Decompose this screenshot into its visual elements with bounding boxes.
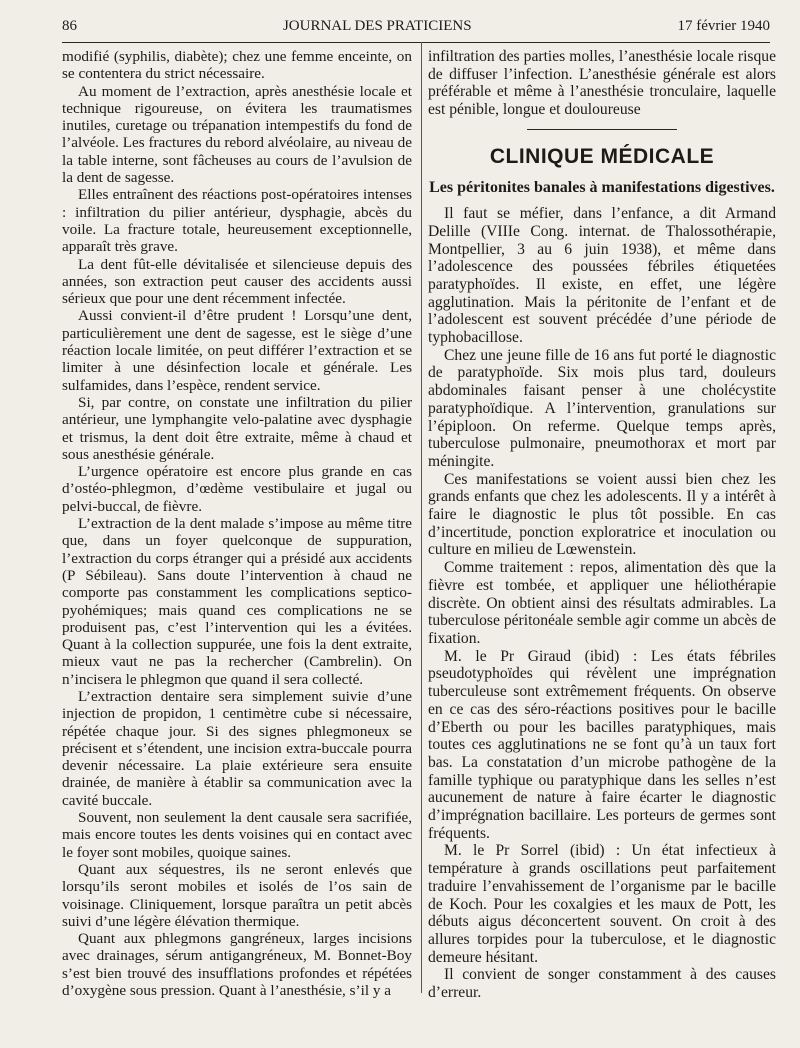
paragraph: L’extraction de la dent malade s’impose au même titre que, dans un foyer quelconque de suppuration, l’extraction du corps étranger qui a présidé aux accidents (P Sébileau). Sans doute l’intervention à chaud ne comporte pas constamment les complications septico-pyohémiques; mais quand ces complications ne se produisent pas, c’est l’intervention qui les a évitées. Quant à la collection suppurée, une fois la dent extraite, mieux vaut ne pas la rechercher (Cambrelin). On n’incisera le phlegmon que quand il sera collecté.	[62, 515, 412, 688]
paragraph: Quant aux phlegmons gangréneux, larges incisions avec drainages, sérum antigangréneux, M. Bonnet-Boy s’est bien trouvé des insufflations profondes et répétées d’oxygène sous pression. Quant à l’anesthésie, s’il y a	[62, 930, 412, 1000]
paragraph: Au moment de l’extraction, après anesthésie locale et technique rigoureuse, on évitera les traumatismes inutiles, curetage ou trépanation intempestifs du fond de l’alvéole. Les fractures du rebord alvéolaire, au niveau de la table interne, sont fâcheuses au cours de l’avulsion de la dent de sagesse.	[62, 82, 412, 187]
paragraph: Si, par contre, on constate une infiltration du pilier antérieur, une lymphangite velo-palatine avec dysphagie et trismus, la dent doit être extraite, même à chaud et sous anesthésie générale.	[62, 393, 412, 463]
paragraph: M. le Pr Sorrel (ibid) : Un état infectieux à température à grands oscillations peut parfaitement traduire l’envahissement de l’organisme par le bacille de Koch. Pour les coxalgies et les maux de Pott, les débuts aigus déconcertent souvent. On croit à des allures torpides pour la tuberculose, et le diagnostic demeure hésitant.	[428, 842, 776, 966]
right-column	[428, 48, 776, 1002]
section-title: CLINIQUE MÉDICALE	[489, 144, 715, 168]
paragraph: modifié (syphilis, diabète); chez une femme enceinte, on se contentera du strict nécessaire.	[62, 48, 412, 83]
paragraph: Quant aux séquestres, ils ne seront enlevés que lorsqu’ils seront mobiles et isolés de l’os sain de voisinage. Cliniquement, lorsque paraîtra un petit abcès suivi d’une légère élévation thermique.	[62, 860, 412, 930]
paragraph: La dent fût-elle dévitalisée et silencieuse depuis des années, son extraction peut causer des accidents aussi sérieux que pour une dent récemment infectée.	[62, 255, 412, 308]
article-title: Les péritonites banales à manifestations digestives.	[429, 179, 775, 197]
column-divider	[421, 42, 422, 993]
paragraph: Il faut se méfier, dans l’enfance, a dit Armand Delille (VIIIe Cong. internat. de Thalossothérapie, Montpellier, 3 au 6 juin 1938), et même dans l’adolescence des poussées fébriles étiquetées paratyphoïdes. Il existe, en effet, une légère agglutination. Mais la péritonite de l’enfant et de l’adolescent est souvent précédée d’une période de typhobacillose.	[428, 205, 776, 347]
page-number: 86	[62, 18, 77, 34]
page-header	[62, 18, 770, 42]
section-rule	[527, 129, 677, 130]
paragraph: L’urgence opératoire est encore plus grande en cas d’ostéo-phlegmon, d’œdème vestibulaire et jugal ou pelvi-buccal, de fièvre.	[62, 463, 412, 515]
paragraph: L’extraction dentaire sera simplement suivie d’une injection de propidon, 1 centimètre cube si nécessaire, répétée chaque jour. Si des signes phlegmoneux se précisent et s’étendent, une incision extra-buccale pourra devenir nécessaire. La plaie extérieure sera ensuite drainée, de manière à établir sa communication avec la cavité buccale.	[62, 687, 412, 809]
header-rule	[62, 42, 770, 43]
paragraph: M. le Pr Giraud (ibid) : Les états fébriles pseudotyphoïdes qui révèlent une imprégnation tuberculeuse sont extrêmement fréquents. On observe en ce cas des séro-réactions positives pour le bacille d’Eberth ou pour les bacilles paratyphiques, mais toutes ces agglutinations ne se font qu’à un taux fort bas. La constatation d’un microbe pathogène de la famille typhique ou paratyphique dans les selles n’est aucunement de nature à faire écarter le diagnostic d’imprégnation bacillaire. Les porteurs de germes sont fréquents.	[428, 647, 776, 842]
paragraph: Il convient de songer constamment à des causes d’erreur.	[428, 966, 776, 1002]
journal-title: JOURNAL DES PRATICIENS	[282, 18, 472, 34]
issue-date: 17 février 1940	[677, 18, 770, 34]
paragraph: Ces manifestations se voient aussi bien chez les grands enfants que chez les adolescents. Il y a intérêt à faire le diagnostic le plus tôt possible. En cas d’incertitude, ponction exploratrice et inoculation ou culture en milieu de Lœwenstein.	[428, 470, 776, 559]
left-column	[62, 48, 412, 999]
paragraph: Aussi convient-il d’être prudent ! Lorsqu’une dent, particulièrement une dent de sagesse, est le siège d’une réaction locale limitée, on peut différer l’extraction et se limiter à une désinfection locale et générale. Les sulfamides, dans l’espèce, rendent service.	[62, 307, 412, 394]
paragraph: infiltration des parties molles, l’anesthésie locale risque de diffuser l’infection. L’anesthésie générale est alors préférable et même à l’anesthésie tronculaire, laquelle est pénible, longue et douloureuse	[428, 48, 776, 119]
paragraph: Chez une jeune fille de 16 ans fut porté le diagnostic de paratyphoïde. Six mois plus tard, douleurs abdominales faisant penser à une cholécystite paratyphoïdique. A l’intervention, granulations sur l’épiploon. On referme. Quelque temps après, tuberculose pulmonaire, pneumothorax et mort par méningite.	[428, 346, 776, 470]
paragraph: Elles entraînent des réactions post-opératoires intenses : infiltration du pilier antérieur, dysphagie, abcès du voile. La fracture totale, heureusement exceptionnelle, apparaît très grave.	[62, 186, 412, 256]
paragraph: Souvent, non seulement la dent causale sera sacrifiée, mais encore toutes les dents voisines qui en contact avec le foyer sont mobiles, quoique saines.	[62, 809, 412, 861]
paragraph: Comme traitement : repos, alimentation dès que la fièvre est tombée, et appliquer une héliothérapie discrète. On obtient ainsi des résultats admirables. La tuberculose péritonéale semble agir comme un abcès de fixation.	[428, 559, 776, 647]
